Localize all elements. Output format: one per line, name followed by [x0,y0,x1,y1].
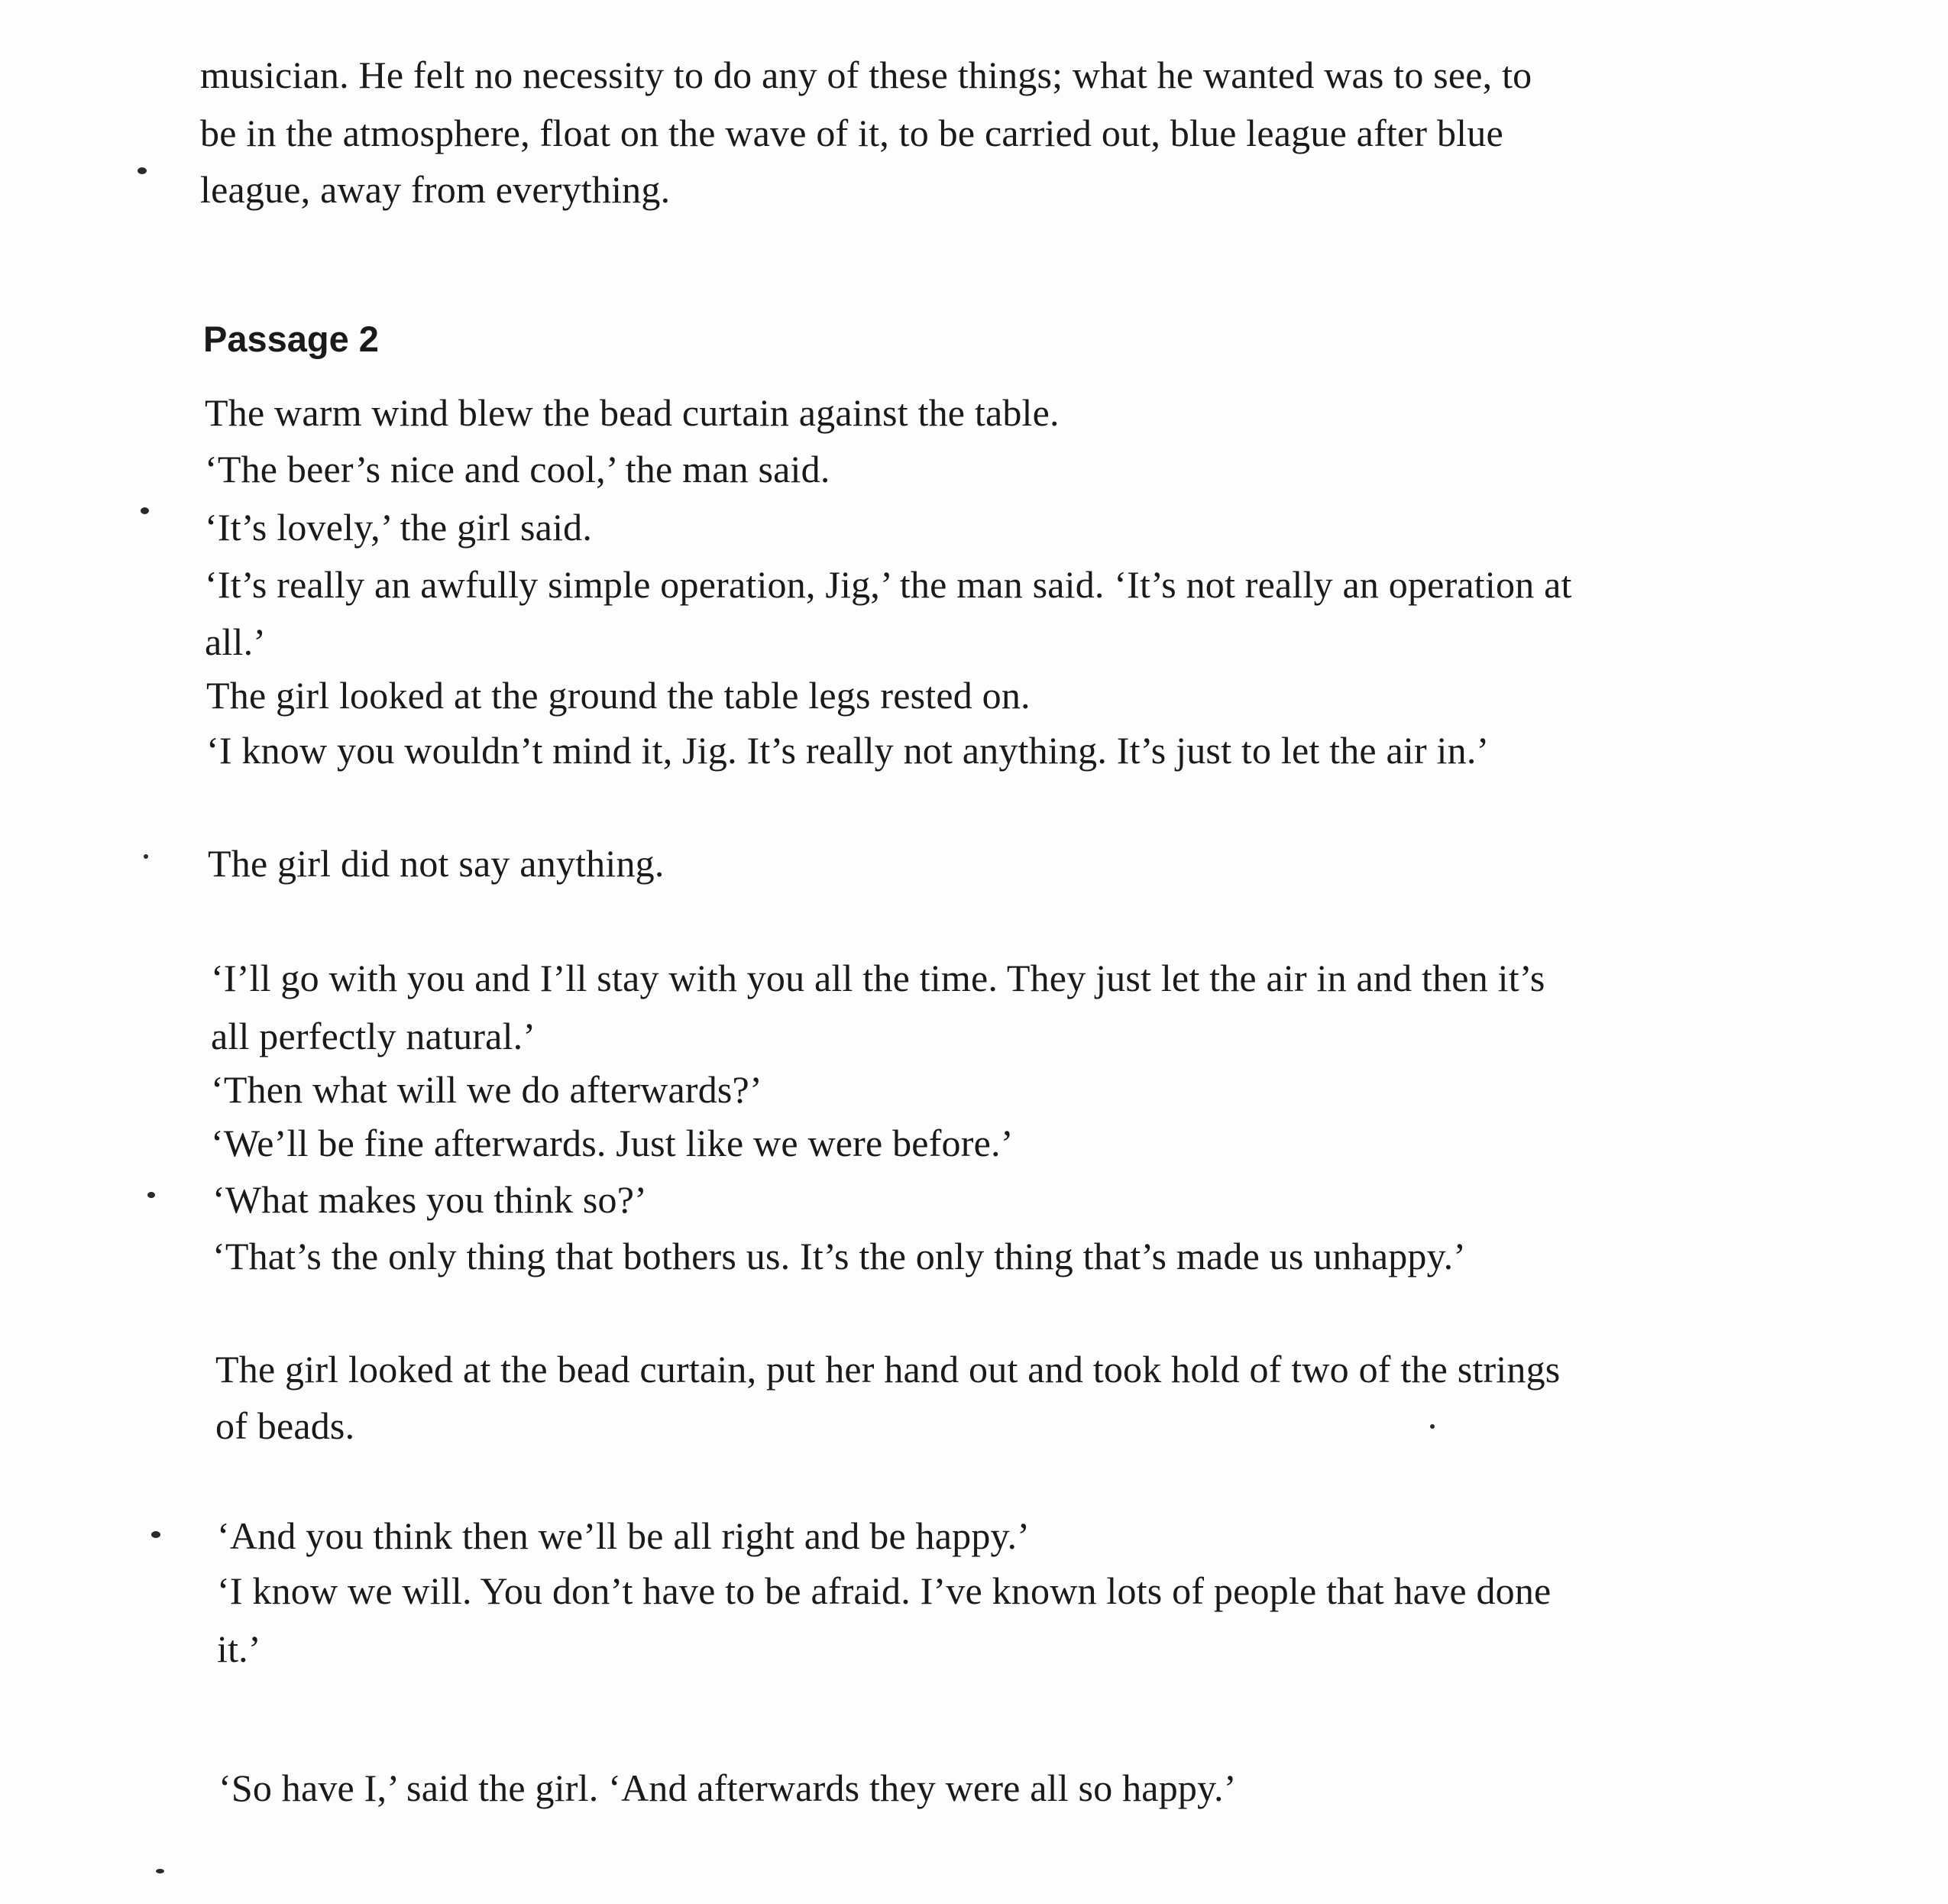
passage-line: it.’ [217,1627,261,1670]
passage-line: ‘It’s lovely,’ the girl said. [205,506,593,549]
scan-mark [144,854,148,859]
passage-line: ‘So have I,’ said the girl. ‘And afterwards they were all so happy.’ [218,1766,1237,1809]
passage-line: ‘Then what will we do afterwards?’ [211,1068,762,1111]
passage-line: ‘I know we will. You don’t have to be afraid. I’ve known lots of people that have done [217,1569,1552,1612]
passage-line: ‘What makes you think so?’ [212,1178,647,1221]
scan-mark [138,167,147,174]
passage-line: The girl did not say anything. [208,842,665,885]
passage-line: The girl looked at the bead curtain, put her hand out and took hold of two of the strings [215,1348,1561,1391]
intro-line-1: musician. He felt no necessity to do any of these things; what he wanted was to see, to [200,53,1532,96]
passage-line: ‘It’s really an awfully simple operation, Jig,’ the man said. ‘It’s not really an operation at [205,563,1572,606]
intro-line-2: be in the atmosphere, float on the wave of it, to be carried out, blue league after blue [200,112,1503,154]
passage-line: all.’ [205,620,267,663]
passage-line: ‘And you think then we’ll be all right and be happy.’ [217,1514,1031,1557]
scan-mark [147,1192,155,1198]
passage-line: ‘I know you wouldn’t mind it, Jig. It’s really not anything. It’s just to let the air in.’ [206,729,1490,772]
passage-line: ‘We’ll be fine afterwards. Just like we were before.’ [211,1122,1014,1164]
passage-line: The warm wind blew the bead curtain against the table. [205,391,1060,434]
passage-heading: Passage 2 [203,319,379,359]
intro-line-3: league, away from everything. [200,168,671,211]
scan-mark [156,1869,164,1873]
passage-line: all perfectly natural.’ [211,1015,536,1057]
passage-line: The girl looked at the ground the table legs rested on. [206,674,1031,717]
passage-line: ‘That’s the only thing that bothers us. It’s the only thing that’s made us unhappy.’ [212,1235,1467,1277]
scan-mark [151,1531,160,1538]
passage-line: ‘The beer’s nice and cool,’ the man said. [205,448,830,491]
passage-line: ‘I’ll go with you and I’ll stay with you all the time. They just let the air in and then it’s [211,957,1545,999]
scan-mark [141,507,149,514]
scan-mark [1430,1424,1435,1429]
passage-line: of beads. [215,1404,355,1447]
